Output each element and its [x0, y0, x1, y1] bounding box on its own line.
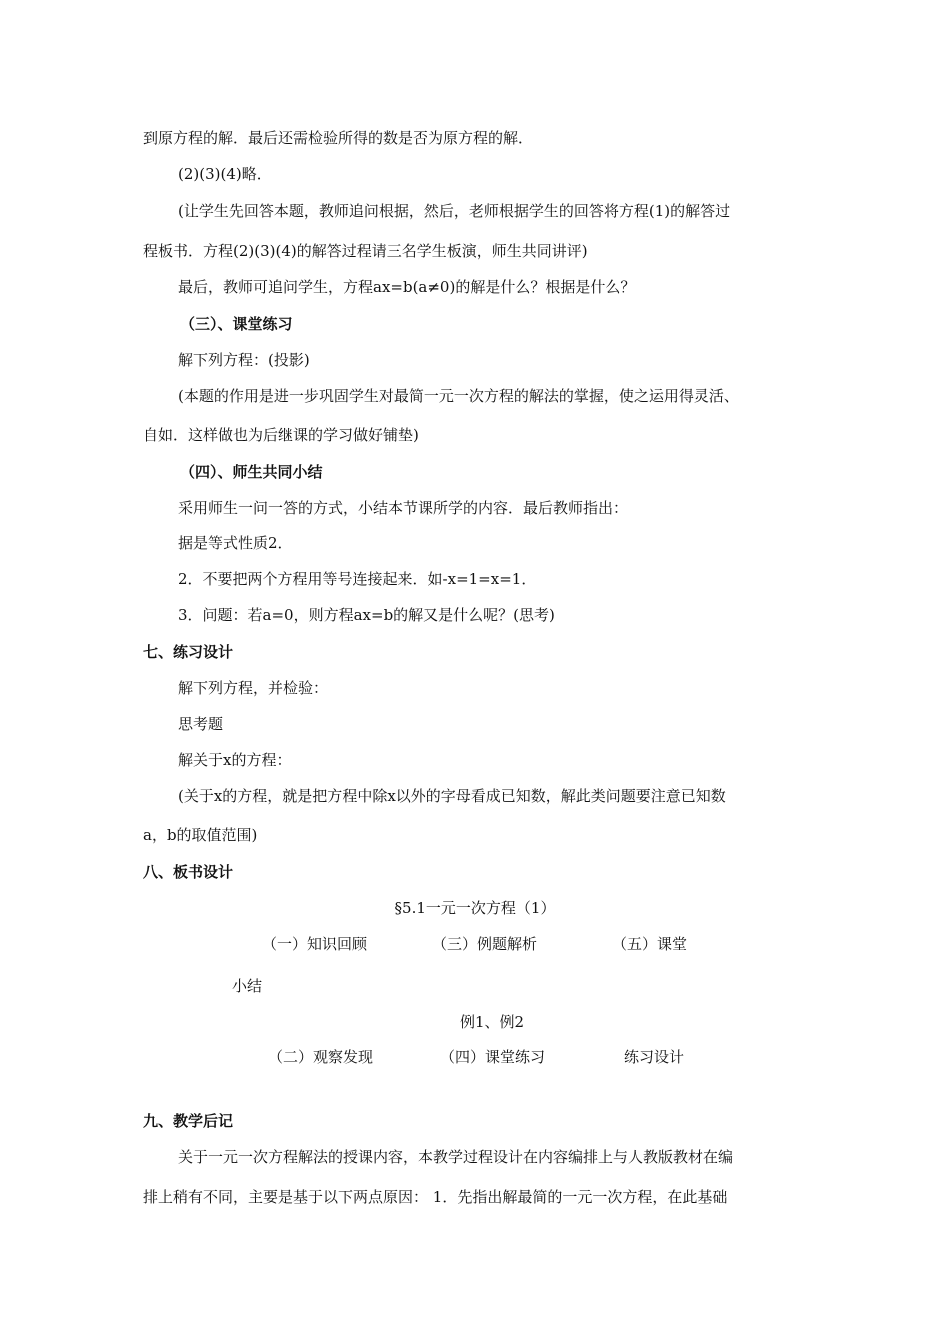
section-heading: 七、练习设计 — [143, 643, 234, 661]
paragraph-line: 最后，教师可追问学生，方程ax=b(a≠0)的解是什么？根据是什么？ — [178, 278, 636, 296]
paragraph-line: (本题的作用是进一步巩固学生对最简一元一次方程的解法的掌握，使之运用得灵活、 — [178, 387, 739, 405]
paragraph-line: 程板书．方程(2)(3)(4)的解答过程请三名学生板演，师生共同讲评) — [143, 242, 588, 260]
board-item: （三）例题解析 — [432, 935, 538, 953]
paragraph-line: 采用师生一问一答的方式，小结本节课所学的内容．最后教师指出： — [178, 499, 629, 517]
board-item: 例1、例2 — [460, 1013, 525, 1031]
paragraph-line: 思考题 — [178, 715, 224, 733]
paragraph-line: 关于一元一次方程解法的授课内容，本教学过程设计在内容编排上与人教版教材在编 — [178, 1148, 734, 1166]
paragraph-line: (关于x的方程，就是把方程中除x以外的字母看成已知数，解此类问题要注意已知数 — [178, 787, 726, 805]
paragraph-line: 据是等式性质2． — [178, 534, 293, 552]
section-heading: 九、教学后记 — [143, 1112, 234, 1130]
paragraph-line: 到原方程的解．最后还需检验所得的数是否为原方程的解． — [143, 129, 534, 147]
paragraph-line: 排上稍有不同，主要是基于以下两点原因： 1．先指出解最简的一元一次方程，在此基础 — [143, 1188, 728, 1206]
paragraph-line: a，b的取值范围) — [143, 826, 258, 844]
board-item: （一）知识回顾 — [262, 935, 368, 953]
board-item: （五）课堂 — [612, 935, 688, 953]
board-item: （二）观察发现 — [268, 1048, 374, 1066]
section-heading: 八、板书设计 — [143, 863, 234, 881]
board-title: §5.1一元一次方程（1） — [394, 899, 556, 917]
paragraph-line: 解关于x的方程： — [178, 751, 292, 769]
paragraph-line: 解下列方程：(投影) — [178, 351, 310, 369]
paragraph-line: (2)(3)(4)略． — [178, 165, 272, 183]
section-heading: （四）、师生共同小结 — [180, 463, 323, 481]
paragraph-line: 2．不要把两个方程用等号连接起来．如-x=1=x=1． — [178, 570, 537, 588]
section-heading: （三）、课堂练习 — [180, 315, 293, 333]
board-item: （四）课堂练习 — [440, 1048, 546, 1066]
paragraph-line: (让学生先回答本题，教师追问根据，然后，老师根据学生的回答将方程(1)的解答过 — [178, 202, 731, 220]
board-item: 练习设计 — [624, 1048, 685, 1066]
paragraph-line: 自如．这样做也为后继课的学习做好铺垫) — [143, 426, 419, 444]
paragraph-line: 解下列方程，并检验： — [178, 679, 329, 697]
board-item: 小结 — [232, 977, 263, 995]
paragraph-line: 3．问题：若a=0，则方程ax=b的解又是什么呢？(思考) — [178, 606, 555, 624]
